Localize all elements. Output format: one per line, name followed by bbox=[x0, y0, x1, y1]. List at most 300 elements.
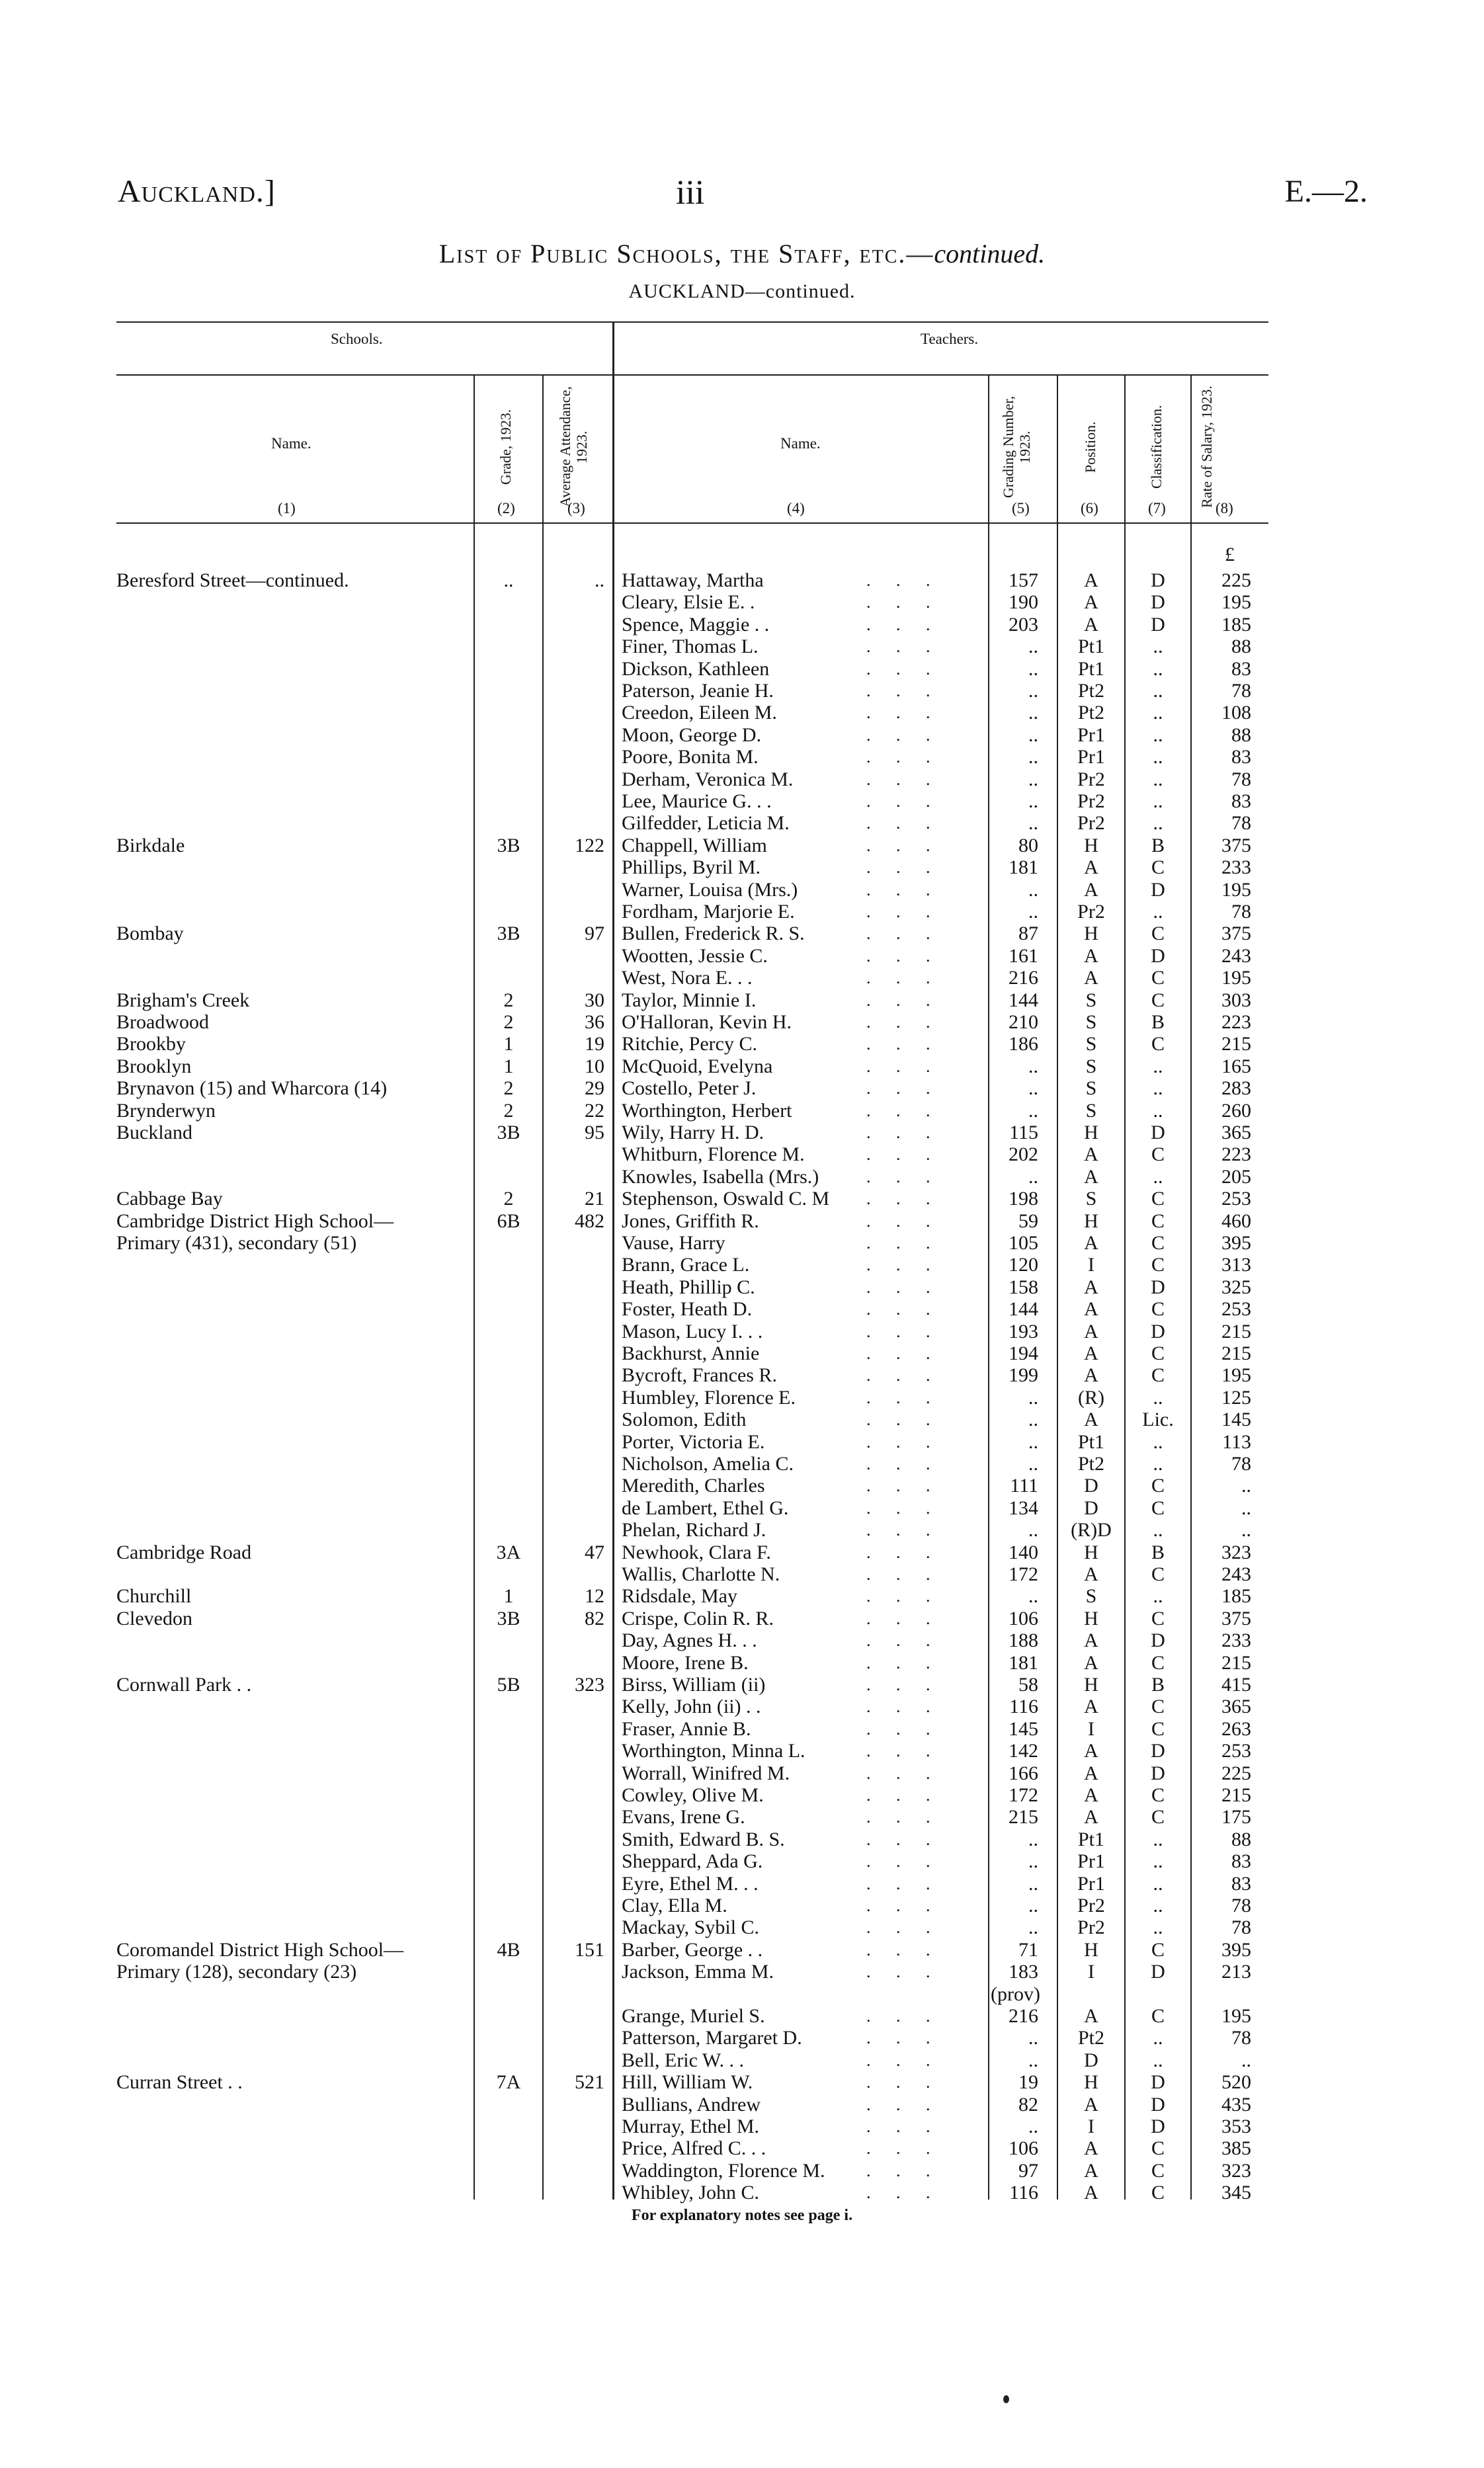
classification-cell: C bbox=[1151, 1563, 1165, 1585]
school-name-cell: Cambridge District High School— bbox=[116, 1210, 394, 1232]
colhead-teacher-name: Name. bbox=[780, 435, 821, 452]
table-row bbox=[0, 901, 1484, 923]
position-cell: Pt2 bbox=[1077, 680, 1105, 702]
salary-cell: 365 bbox=[1221, 1122, 1251, 1143]
teacher-name-cell: Fraser, Annie B. bbox=[622, 1717, 751, 1740]
position-cell: A bbox=[1084, 1320, 1098, 1342]
classification-cell: .. bbox=[1153, 1099, 1163, 1122]
classification-cell: .. bbox=[1153, 790, 1163, 812]
grading-number-cell: .. bbox=[1028, 1453, 1038, 1475]
position-cell: Pt2 bbox=[1077, 702, 1105, 724]
teacher-name-cell: de Lambert, Ethel G. bbox=[622, 1497, 789, 1519]
leader-dots: . . . bbox=[866, 1608, 941, 1628]
leader-dots: . . . bbox=[866, 1056, 941, 1076]
salary-cell: 215 bbox=[1221, 1784, 1251, 1806]
leader-dots: . . . bbox=[866, 880, 941, 899]
grading-number-cell: 142 bbox=[1009, 1740, 1038, 1762]
classification-cell: .. bbox=[1153, 1585, 1163, 1608]
grading-number-cell: 144 bbox=[1009, 1298, 1038, 1321]
colhead-attendance: Average Attendance, 1923. bbox=[557, 386, 590, 508]
colhead-position: Position. bbox=[1082, 421, 1098, 473]
grading-number-cell: (prov) bbox=[991, 1983, 1040, 2005]
grade-cell: 7A bbox=[496, 2071, 521, 2094]
grading-number-cell: .. bbox=[1028, 1077, 1038, 1100]
salary-cell: 375 bbox=[1221, 834, 1251, 856]
classification-cell: .. bbox=[1153, 1165, 1163, 1188]
teacher-name-cell: Cleary, Elsie E. . bbox=[622, 591, 755, 614]
table-row bbox=[0, 1011, 1484, 1033]
attendance-cell: 95 bbox=[585, 1122, 604, 1143]
salary-cell: 165 bbox=[1221, 1055, 1251, 1077]
leader-dots: . . . bbox=[866, 725, 941, 745]
table-row bbox=[0, 1608, 1484, 1629]
teacher-name-cell: Barber, George . . bbox=[622, 1938, 763, 1961]
grade-cell: 3A bbox=[496, 1541, 521, 1563]
teacher-name-cell: Mason, Lucy I. . . bbox=[622, 1320, 763, 1342]
classification-cell: D bbox=[1151, 878, 1165, 901]
teacher-name-cell: Paterson, Jeanie H. bbox=[622, 680, 774, 702]
leader-dots: . . . bbox=[866, 1498, 941, 1518]
position-cell: Pt1 bbox=[1077, 657, 1105, 680]
position-cell: A bbox=[1084, 1364, 1098, 1387]
grading-number-cell: .. bbox=[1028, 768, 1038, 790]
print-mark bbox=[1003, 2395, 1009, 2403]
teacher-name-cell: West, Nora E. . . bbox=[622, 967, 753, 989]
teacher-name-cell: Porter, Victoria E. bbox=[622, 1430, 765, 1453]
classification-cell: D bbox=[1151, 613, 1165, 636]
leader-dots: . . . bbox=[866, 2094, 941, 2114]
teacher-name-cell: Bycroft, Frances R. bbox=[622, 1364, 777, 1387]
table-row bbox=[0, 1983, 1484, 2005]
table-row bbox=[0, 1961, 1484, 1983]
grading-number-cell: 172 bbox=[1009, 1784, 1038, 1806]
classification-cell: D bbox=[1151, 2071, 1165, 2094]
salary-cell: 195 bbox=[1221, 967, 1251, 989]
grading-number-cell: 106 bbox=[1009, 1607, 1038, 1629]
table-row bbox=[0, 2160, 1484, 2182]
grading-number-cell: 157 bbox=[1009, 569, 1038, 591]
attendance-cell: 10 bbox=[585, 1055, 604, 1077]
position-cell: I bbox=[1088, 1961, 1094, 1983]
grading-number-cell: 202 bbox=[1009, 1143, 1038, 1166]
teacher-name-cell: Birss, William (ii) bbox=[622, 1674, 766, 1696]
table-row bbox=[0, 1740, 1484, 1762]
teacher-name-cell: Nicholson, Amelia C. bbox=[622, 1453, 794, 1475]
teacher-name-cell: Costello, Peter J. bbox=[622, 1077, 757, 1100]
position-cell: H bbox=[1084, 834, 1098, 856]
classification-cell: C bbox=[1151, 989, 1165, 1011]
classification-cell: D bbox=[1151, 1762, 1165, 1784]
leader-dots: . . . bbox=[866, 747, 941, 767]
classification-cell: D bbox=[1151, 1122, 1165, 1143]
teacher-name-cell: Ritchie, Percy C. bbox=[622, 1033, 757, 1055]
school-name-cell: Broadwood bbox=[116, 1011, 209, 1033]
salary-cell: 78 bbox=[1231, 2027, 1251, 2049]
table-row bbox=[0, 2137, 1484, 2159]
leader-dots: . . . bbox=[866, 1233, 941, 1253]
salary-cell: 323 bbox=[1221, 1541, 1251, 1563]
salary-cell: 195 bbox=[1221, 878, 1251, 901]
grading-number-cell: .. bbox=[1028, 1099, 1038, 1122]
position-cell: S bbox=[1085, 1055, 1097, 1077]
footnote: For explanatory notes see page i. bbox=[631, 2207, 853, 2224]
table-row bbox=[0, 702, 1484, 723]
salary-cell: 303 bbox=[1221, 989, 1251, 1011]
teacher-name-cell: Dickson, Kathleen bbox=[622, 657, 770, 680]
leader-dots: . . . bbox=[866, 1100, 941, 1120]
salary-cell: 435 bbox=[1221, 2093, 1251, 2116]
position-cell: A bbox=[1084, 2093, 1098, 2116]
grade-cell: 4B bbox=[497, 1938, 520, 1961]
leader-dots: . . . bbox=[866, 1940, 941, 1959]
school-name-cell: Brynderwyn bbox=[116, 1099, 216, 1122]
colnum-4: (4) bbox=[787, 500, 805, 516]
classification-cell: C bbox=[1151, 1188, 1165, 1210]
leader-dots: . . . bbox=[866, 1520, 941, 1540]
grade-cell: 3B bbox=[497, 834, 520, 856]
grading-number-cell: .. bbox=[1028, 878, 1038, 901]
table-row bbox=[0, 1210, 1484, 1232]
classification-cell: .. bbox=[1153, 812, 1163, 835]
position-cell: A bbox=[1084, 2005, 1098, 2027]
grading-number-cell: 181 bbox=[1009, 1651, 1038, 1674]
position-cell: H bbox=[1084, 1938, 1098, 1961]
salary-cell: 83 bbox=[1231, 1872, 1251, 1895]
grading-number-cell: 116 bbox=[1009, 2182, 1038, 2204]
table-row bbox=[0, 879, 1484, 901]
salary-cell: 215 bbox=[1221, 1033, 1251, 1055]
classification-cell: C bbox=[1151, 1651, 1165, 1674]
leader-dots: . . . bbox=[866, 1918, 941, 1938]
salary-cell: 195 bbox=[1221, 2005, 1251, 2027]
table-row bbox=[0, 569, 1484, 591]
salary-cell: 78 bbox=[1231, 812, 1251, 835]
table-row bbox=[0, 945, 1484, 967]
leader-dots: . . . bbox=[866, 1145, 941, 1165]
position-cell: A bbox=[1084, 1696, 1098, 1718]
classification-cell: .. bbox=[1153, 1872, 1163, 1895]
grading-number-cell: .. bbox=[1028, 1386, 1038, 1409]
leader-dots: . . . bbox=[866, 1697, 941, 1717]
list-title bbox=[0, 238, 1484, 269]
attendance-cell: 97 bbox=[585, 923, 604, 945]
colnum-5: (5) bbox=[1012, 500, 1030, 516]
position-cell: A bbox=[1084, 1784, 1098, 1806]
leader-dots: . . . bbox=[866, 1896, 941, 1915]
table-row bbox=[0, 1122, 1484, 1143]
table-row bbox=[0, 724, 1484, 746]
position-cell: A bbox=[1084, 2182, 1098, 2204]
classification-cell: B bbox=[1151, 1011, 1165, 1033]
table-row bbox=[0, 1519, 1484, 1541]
salary-cell: 175 bbox=[1221, 1806, 1251, 1829]
salary-cell: 108 bbox=[1221, 702, 1251, 724]
teacher-name-cell: Heath, Phillip C. bbox=[622, 1276, 755, 1298]
classification-cell: C bbox=[1151, 1497, 1165, 1519]
salary-cell: .. bbox=[1241, 1475, 1251, 1497]
classification-cell: .. bbox=[1153, 1077, 1163, 1100]
grading-number-cell: .. bbox=[1028, 2027, 1038, 2049]
teacher-name-cell: McQuoid, Evelyna bbox=[622, 1055, 773, 1077]
position-cell: A bbox=[1084, 2137, 1098, 2160]
teacher-name-cell: Hill, William W. bbox=[622, 2071, 753, 2094]
position-cell: Pr2 bbox=[1077, 901, 1105, 923]
table-row bbox=[0, 1055, 1484, 1077]
grading-number-cell: 80 bbox=[1018, 834, 1038, 856]
classification-cell: C bbox=[1151, 1342, 1165, 1364]
leader-dots: . . . bbox=[866, 813, 941, 833]
grading-number-cell: 190 bbox=[1009, 591, 1038, 614]
teacher-name-cell: Hattaway, Martha bbox=[622, 569, 764, 591]
list-title-continued: continued. bbox=[934, 239, 1046, 268]
teacher-name-cell: Backhurst, Annie bbox=[622, 1342, 760, 1364]
table-row bbox=[0, 1696, 1484, 1717]
leader-dots: . . . bbox=[866, 1079, 941, 1098]
salary-cell: 233 bbox=[1221, 1629, 1251, 1652]
teacher-name-cell: Worthington, Herbert bbox=[622, 1099, 792, 1122]
school-name-cell: Brynavon (15) and Wharcora (14) bbox=[116, 1077, 388, 1100]
school-name-cell: Cornwall Park . . bbox=[116, 1674, 252, 1696]
grading-number-cell: 145 bbox=[1009, 1717, 1038, 1740]
grade-cell: 2 bbox=[503, 1077, 514, 1100]
position-cell: S bbox=[1085, 1033, 1097, 1055]
leader-dots: . . . bbox=[866, 681, 941, 700]
position-cell: Pt1 bbox=[1077, 1828, 1105, 1850]
classification-cell: D bbox=[1151, 1320, 1165, 1342]
table-row bbox=[0, 1387, 1484, 1409]
grading-number-cell: .. bbox=[1028, 1916, 1038, 1939]
table-row bbox=[0, 1431, 1484, 1453]
teacher-name-cell: Wallis, Charlotte N. bbox=[622, 1563, 780, 1585]
leader-dots: . . . bbox=[866, 1321, 941, 1341]
table-row bbox=[0, 591, 1484, 613]
grade-cell: 3B bbox=[497, 923, 520, 945]
grading-number-cell: 198 bbox=[1009, 1188, 1038, 1210]
attendance-cell: 82 bbox=[585, 1607, 604, 1629]
teacher-name-cell: Finer, Thomas L. bbox=[622, 636, 759, 658]
position-cell: A bbox=[1084, 967, 1098, 989]
teacher-name-cell: Day, Agnes H. . . bbox=[622, 1629, 757, 1652]
grading-number-cell: .. bbox=[1028, 636, 1038, 658]
running-header-left: Auckland.] bbox=[118, 174, 276, 209]
classification-cell: C bbox=[1151, 1607, 1165, 1629]
table-row bbox=[0, 1916, 1484, 1938]
position-cell: H bbox=[1084, 1541, 1098, 1563]
table-row bbox=[0, 1188, 1484, 1210]
classification-cell: .. bbox=[1153, 2049, 1163, 2071]
classification-cell: .. bbox=[1153, 768, 1163, 790]
position-cell: A bbox=[1084, 1165, 1098, 1188]
table-row bbox=[0, 1873, 1484, 1895]
school-name-cell: Brookby bbox=[116, 1033, 186, 1055]
position-cell: A bbox=[1084, 944, 1098, 967]
teacher-name-cell: Brann, Grace L. bbox=[622, 1254, 750, 1276]
position-cell: A bbox=[1084, 1806, 1098, 1829]
school-name-cell: Primary (431), secondary (51) bbox=[116, 1232, 357, 1254]
leader-dots: . . . bbox=[866, 1123, 941, 1142]
position-cell: S bbox=[1085, 1585, 1097, 1608]
school-name-cell: Brooklyn bbox=[116, 1055, 192, 1077]
position-cell: A bbox=[1084, 1143, 1098, 1166]
salary-cell: 113 bbox=[1222, 1430, 1251, 1453]
table-row bbox=[0, 1629, 1484, 1651]
grading-number-cell: .. bbox=[1028, 1430, 1038, 1453]
leader-dots: . . . bbox=[866, 1211, 941, 1231]
position-cell: H bbox=[1084, 1210, 1098, 1232]
leader-dots: . . . bbox=[866, 946, 941, 966]
classification-cell: C bbox=[1151, 1298, 1165, 1321]
classification-cell: .. bbox=[1153, 1895, 1163, 1916]
table-row bbox=[0, 1166, 1484, 1188]
table-row bbox=[0, 812, 1484, 834]
table-row bbox=[0, 989, 1484, 1011]
table-row bbox=[0, 923, 1484, 944]
teacher-name-cell: Mackay, Sybil C. bbox=[622, 1916, 760, 1939]
attendance-cell: .. bbox=[595, 569, 604, 591]
grading-number-cell: 172 bbox=[1009, 1563, 1038, 1585]
position-cell: Pt1 bbox=[1077, 636, 1105, 658]
salary-cell: 83 bbox=[1231, 657, 1251, 680]
grade-cell: 2 bbox=[503, 1099, 514, 1122]
salary-cell: 253 bbox=[1221, 1740, 1251, 1762]
teacher-name-cell: Humbley, Florence E. bbox=[622, 1386, 796, 1409]
teacher-name-cell: Patterson, Margaret D. bbox=[622, 2027, 802, 2049]
position-cell: A bbox=[1084, 1298, 1098, 1321]
teacher-name-cell: Price, Alfred C. . . bbox=[622, 2137, 766, 2160]
leader-dots: . . . bbox=[866, 659, 941, 679]
grading-number-cell: .. bbox=[1028, 1872, 1038, 1895]
leader-dots: . . . bbox=[866, 1189, 941, 1209]
leader-dots: . . . bbox=[866, 637, 941, 657]
leader-dots: . . . bbox=[866, 1631, 941, 1651]
table-row bbox=[0, 1585, 1484, 1607]
position-cell: A bbox=[1084, 1276, 1098, 1298]
position-cell: A bbox=[1084, 1651, 1098, 1674]
leader-dots: . . . bbox=[866, 902, 941, 921]
grading-number-cell: .. bbox=[1028, 657, 1038, 680]
colnum-1: (1) bbox=[278, 500, 296, 516]
table-row bbox=[0, 2005, 1484, 2027]
position-cell: A bbox=[1084, 1629, 1098, 1652]
grading-number-cell: 140 bbox=[1009, 1541, 1038, 1563]
grading-number-cell: 106 bbox=[1009, 2137, 1038, 2160]
leader-dots: . . . bbox=[866, 1410, 941, 1430]
leader-dots: . . . bbox=[866, 1807, 941, 1827]
teacher-name-cell: Lee, Maurice G. . . bbox=[622, 790, 772, 812]
leader-dots: . . . bbox=[866, 2028, 941, 2048]
salary-cell: 78 bbox=[1231, 1895, 1251, 1916]
page-number: iii bbox=[676, 174, 705, 212]
table-row bbox=[0, 1542, 1484, 1563]
position-cell: A bbox=[1084, 1762, 1098, 1784]
teacher-name-cell: Ridsdale, May bbox=[622, 1585, 737, 1608]
grading-number-cell: 59 bbox=[1018, 1210, 1038, 1232]
grading-number-cell: .. bbox=[1028, 2049, 1038, 2071]
classification-cell: D bbox=[1151, 1629, 1165, 1652]
salary-cell: 365 bbox=[1221, 1696, 1251, 1718]
salary-cell: 353 bbox=[1221, 2116, 1251, 2137]
leader-dots: . . . bbox=[866, 593, 941, 612]
teacher-name-cell: Bullians, Andrew bbox=[622, 2093, 761, 2116]
salary-cell: 325 bbox=[1221, 1276, 1251, 1298]
salary-cell: 205 bbox=[1221, 1165, 1251, 1188]
grading-number-cell: .. bbox=[1028, 1519, 1038, 1542]
classification-cell: C bbox=[1151, 1938, 1165, 1961]
table-row bbox=[0, 658, 1484, 680]
school-name-cell: Buckland bbox=[116, 1122, 192, 1143]
salary-cell: 375 bbox=[1221, 1607, 1251, 1629]
table-row bbox=[0, 1298, 1484, 1320]
salary-cell: 215 bbox=[1221, 1651, 1251, 1674]
teacher-name-cell: Worthington, Minna L. bbox=[622, 1740, 805, 1762]
position-cell: A bbox=[1084, 1740, 1098, 1762]
salary-cell: 78 bbox=[1231, 680, 1251, 702]
position-cell: H bbox=[1084, 923, 1098, 945]
classification-cell: B bbox=[1151, 1541, 1165, 1563]
grading-number-cell: 144 bbox=[1009, 989, 1038, 1011]
attendance-cell: 521 bbox=[575, 2071, 604, 2094]
grading-number-cell: 194 bbox=[1009, 1342, 1038, 1364]
classification-cell: C bbox=[1151, 1696, 1165, 1718]
position-cell: S bbox=[1085, 1011, 1097, 1033]
attendance-cell: 21 bbox=[585, 1188, 604, 1210]
grade-cell: 5B bbox=[497, 1674, 520, 1696]
position-cell: S bbox=[1085, 1099, 1097, 1122]
grading-number-cell: 199 bbox=[1009, 1364, 1038, 1387]
leader-dots: . . . bbox=[866, 1167, 941, 1186]
grading-number-cell: 161 bbox=[1009, 944, 1038, 967]
grading-number-cell: 203 bbox=[1009, 613, 1038, 636]
school-name-cell: Cambridge Road bbox=[116, 1541, 252, 1563]
grading-number-cell: 19 bbox=[1018, 2071, 1038, 2094]
group-header-schools: Schools. bbox=[331, 331, 383, 347]
table-row bbox=[0, 1674, 1484, 1696]
table-row bbox=[0, 1077, 1484, 1099]
grading-number-cell: .. bbox=[1028, 1828, 1038, 1850]
grading-number-cell: 166 bbox=[1009, 1762, 1038, 1784]
teacher-name-cell: Wily, Harry H. D. bbox=[622, 1122, 764, 1143]
list-title-main: List of Public Schools, the Staff, etc.— bbox=[438, 239, 934, 268]
salary-cell: 260 bbox=[1221, 1099, 1251, 1122]
table-row bbox=[0, 1321, 1484, 1342]
table-row bbox=[0, 768, 1484, 790]
teacher-name-cell: Poore, Bonita M. bbox=[622, 746, 759, 768]
table-row bbox=[0, 614, 1484, 636]
table-row bbox=[0, 1254, 1484, 1276]
leader-dots: . . . bbox=[866, 1255, 941, 1275]
salary-cell: .. bbox=[1241, 1519, 1251, 1542]
position-cell: D bbox=[1084, 1497, 1098, 1519]
salary-cell: .. bbox=[1241, 1497, 1251, 1519]
colnum-7: (7) bbox=[1148, 500, 1166, 516]
leader-dots: . . . bbox=[866, 858, 941, 878]
position-cell: Pt1 bbox=[1077, 1430, 1105, 1453]
grading-number-cell: 97 bbox=[1018, 2159, 1038, 2182]
salary-cell: 243 bbox=[1221, 1563, 1251, 1585]
grading-number-cell: .. bbox=[1028, 2116, 1038, 2137]
leader-dots: . . . bbox=[866, 1454, 941, 1473]
table-row bbox=[0, 1475, 1484, 1497]
salary-cell: 283 bbox=[1221, 1077, 1251, 1100]
salary-cell: 88 bbox=[1231, 636, 1251, 658]
grade-cell: 1 bbox=[503, 1585, 514, 1608]
table-row bbox=[0, 680, 1484, 702]
school-name-cell: Churchill bbox=[116, 1585, 192, 1608]
position-cell: Pr1 bbox=[1077, 1850, 1105, 1873]
table-row bbox=[0, 2094, 1484, 2116]
table-row bbox=[0, 1453, 1484, 1475]
classification-cell: .. bbox=[1153, 657, 1163, 680]
